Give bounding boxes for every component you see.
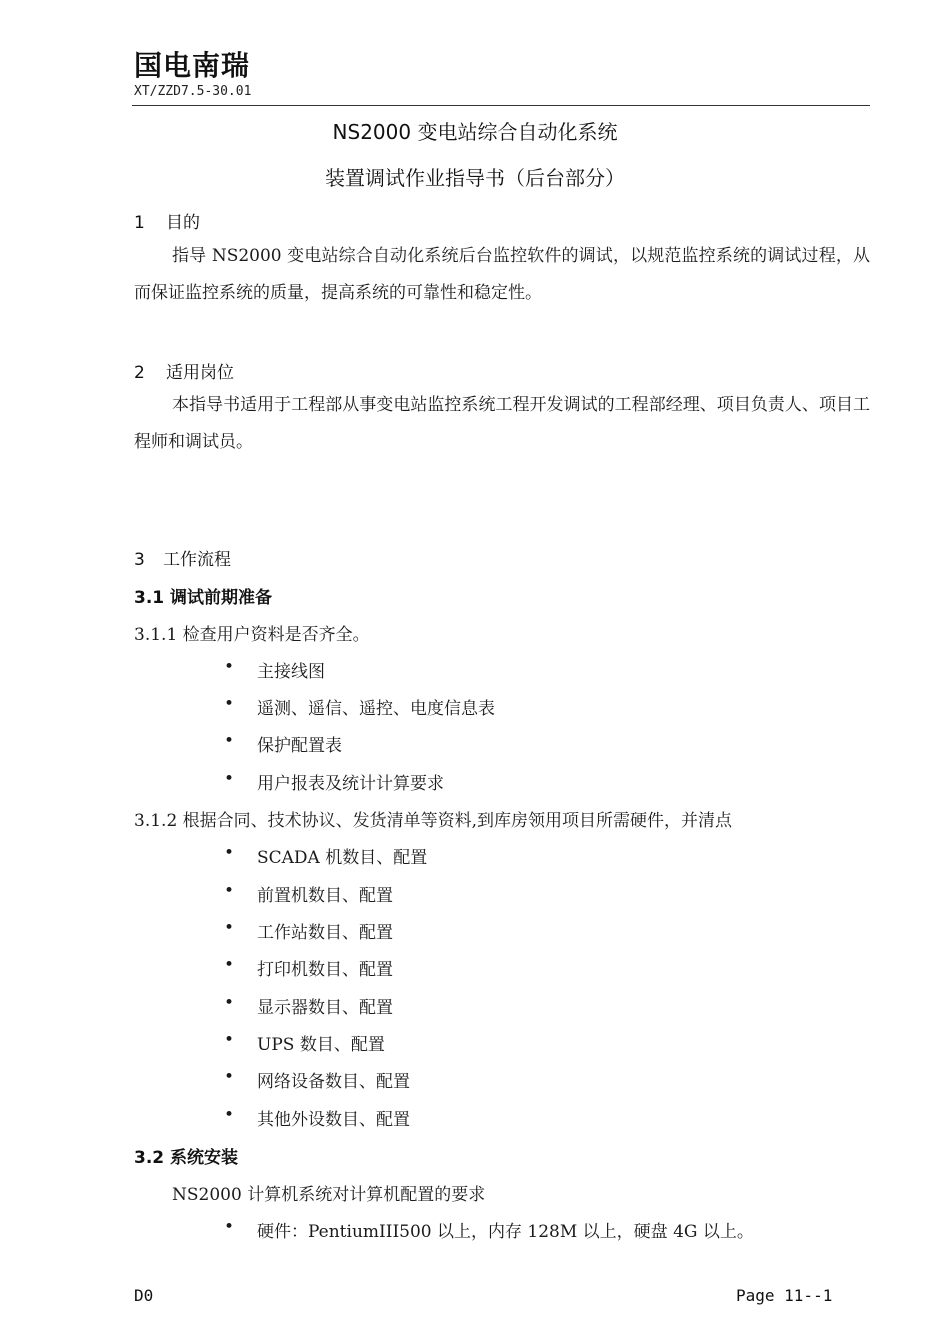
subsection-3-2-intro: NS2000 计算机系统对计算机配置的要求 xyxy=(172,1185,486,1205)
list-item-text: 硬件：PentiumIII500 以上，内存 128M 以上，硬盘 4G 以上。 xyxy=(257,1222,754,1242)
bullet-icon: • xyxy=(224,769,235,789)
list-item-text: UPS 数目、配置 xyxy=(257,1035,385,1055)
bullet-icon: • xyxy=(224,881,235,901)
list-item-text: 前置机数目、配置 xyxy=(257,886,393,906)
bullet-icon: • xyxy=(224,993,235,1013)
list-item-text: 用户报表及统计计算要求 xyxy=(257,774,444,794)
list-item-text: 其他外设数目、配置 xyxy=(257,1110,410,1130)
section-3-heading xyxy=(134,545,231,570)
section-number: 2 xyxy=(134,363,145,383)
list-item-text: 显示器数目、配置 xyxy=(257,998,393,1018)
section-2-heading xyxy=(134,358,234,383)
bullet-icon: • xyxy=(224,918,235,938)
document-subtitle: 装置调试作业指导书（后台部分） xyxy=(325,166,625,190)
bullet-icon: • xyxy=(224,1105,235,1125)
section-1-heading xyxy=(134,208,200,233)
bullet-icon: • xyxy=(224,1067,235,1087)
subsection-3-2-heading: 3.2 系统安装 xyxy=(134,1148,239,1168)
footer-left: D0 xyxy=(134,1286,154,1305)
subsection-3-1-heading: 3.1 调试前期准备 xyxy=(134,588,273,608)
bullet-icon: • xyxy=(224,694,235,714)
section-number: 3 xyxy=(134,550,145,570)
list-item-text: 遥测、遥信、遥控、电度信息表 xyxy=(257,699,495,719)
bullet-icon: • xyxy=(224,731,235,751)
section-1-body: 指导 NS2000 变电站综合自动化系统后台监控软件的调试，以规范监控系统的调试过程，从而保证监控系统的质量，提高系统的可靠性和稳定性。 xyxy=(134,246,870,303)
section-title: 目的 xyxy=(166,213,200,233)
section-title: 工作流程 xyxy=(163,550,231,570)
section-title: 适用岗位 xyxy=(166,363,234,383)
list-item-text: 网络设备数目、配置 xyxy=(257,1072,410,1092)
list-item-text: 保护配置表 xyxy=(257,736,342,756)
section-number: 1 xyxy=(134,213,145,233)
document-number: XT/ZZD7.5-30.01 xyxy=(134,84,252,99)
bullet-icon: • xyxy=(224,1030,235,1050)
bullet-icon: • xyxy=(224,1217,235,1237)
company-brand: 国电南瑞 xyxy=(134,49,251,82)
section-2-body: 本指导书适用于工程部从事变电站监控系统工程开发调试的工程部经理、项目负责人、项目工程师和调试员。 xyxy=(134,395,870,452)
item-3-1-1: 3.1.1 检查用户资料是否齐全。 xyxy=(134,625,370,645)
bullet-icon: • xyxy=(224,955,235,975)
page-number: Page 11--1 xyxy=(736,1286,833,1305)
list-item-text: 工作站数目、配置 xyxy=(257,923,393,943)
item-3-1-2: 3.1.2 根据合同、技术协议、发货清单等资料,到库房领用项目所需硬件，并清点 xyxy=(134,811,733,831)
list-item-text: 主接线图 xyxy=(257,662,325,682)
bullet-icon: • xyxy=(224,657,235,677)
document-title: NS2000 变电站综合自动化系统 xyxy=(332,120,618,144)
header-rule xyxy=(132,105,870,106)
bullet-icon: • xyxy=(224,843,235,863)
list-item-text: 打印机数目、配置 xyxy=(257,960,393,980)
list-item-text: SCADA 机数目、配置 xyxy=(257,848,428,868)
